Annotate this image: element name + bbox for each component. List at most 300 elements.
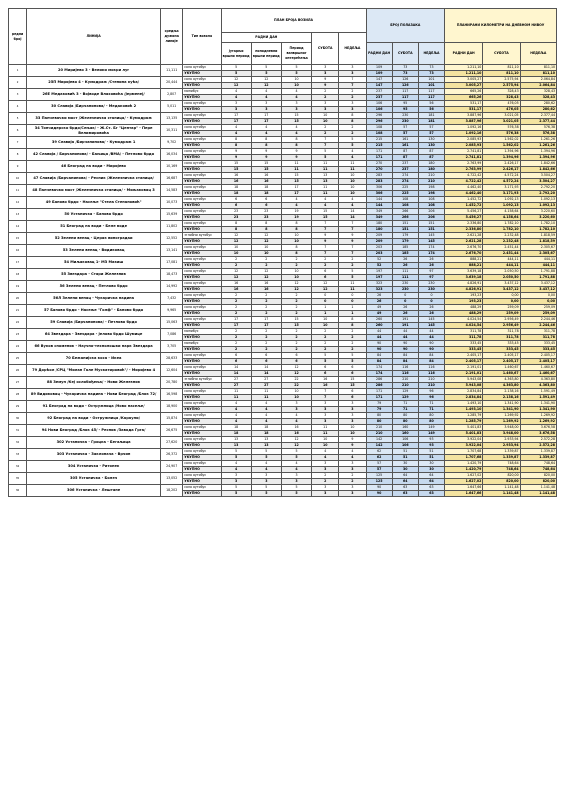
km-saturday: 2.138,16 <box>483 395 520 401</box>
plan-sunday: 8 <box>339 317 366 323</box>
plan-peak-afternoon: 16 <box>251 179 281 185</box>
plan-offpeak: 9 <box>281 149 311 155</box>
plan-peak-afternoon: 11 <box>251 389 281 395</box>
km-workday: 1.211,10 <box>445 65 483 71</box>
departures-saturday: 95 <box>392 107 418 113</box>
km-workday: 2.191,01 <box>445 365 483 371</box>
vehicle-type: соло аутобус <box>183 149 221 155</box>
plan-peak-morning: 16 <box>221 179 251 185</box>
km-saturday: 2.232,48 <box>483 239 520 245</box>
departures-sunday: 44 <box>418 329 444 335</box>
line-length: 3,705 <box>161 341 183 353</box>
departures-saturday: 95 <box>392 101 418 107</box>
departures-workday: 80 <box>366 419 392 425</box>
km-workday: 2.085,93 <box>445 143 483 149</box>
vehicle-type: УКУПНО <box>183 167 221 173</box>
km-saturday: 1.562,02 <box>483 137 520 143</box>
plan-saturday: 11 <box>312 167 339 173</box>
line-length: 7,086 <box>161 329 183 341</box>
departures-workday: 197 <box>366 275 392 281</box>
vehicle-plan-table <box>8 8 557 497</box>
plan-peak-morning: 13 <box>221 443 251 449</box>
departures-workday: 109 <box>366 65 392 71</box>
line-name: 56Л Зелени венац - Чукаричка падина <box>27 293 161 305</box>
km-saturday: 3.948,00 <box>483 425 520 431</box>
plan-saturday: 7 <box>312 137 339 143</box>
km-sunday: 3.504,27 <box>520 179 556 185</box>
plan-peak-afternoon: 2 <box>251 329 281 335</box>
km-workday: 888,21 <box>445 257 483 263</box>
plan-sunday: 4 <box>339 203 366 209</box>
line-length: 12,604 <box>161 365 183 377</box>
departures-saturday: 73 <box>392 65 418 71</box>
plan-peak-morning: 2 <box>221 335 251 341</box>
departures-saturday: 57 <box>392 131 418 137</box>
departures-sunday: 64 <box>418 473 444 479</box>
km-workday: 2.741,81 <box>445 155 483 161</box>
departures-saturday: 26 <box>392 305 418 311</box>
plan-peak-morning: 17 <box>221 317 251 323</box>
departures-sunday: 87 <box>418 149 444 155</box>
vehicle-type: УКУПНО <box>183 311 221 317</box>
vehicle-type: УКУПНО <box>183 479 221 485</box>
km-saturday: 1.460,67 <box>483 365 520 371</box>
departures-saturday: 71 <box>392 407 418 413</box>
peak-morning-header: јутарњи вршни период <box>221 43 251 65</box>
plan-peak-afternoon: 16 <box>251 287 281 293</box>
plan-saturday: 3 <box>312 485 339 491</box>
km-sunday: 3.676,58 <box>520 425 556 431</box>
departures-saturday: 108 <box>392 203 418 209</box>
vehicle-type: соло аутобус <box>183 221 221 227</box>
row-number: 13 <box>9 209 27 221</box>
km-workday: 2.834,84 <box>445 395 483 401</box>
km-sunday: 1.092,13 <box>520 197 556 203</box>
departures-workday: 283 <box>366 179 392 185</box>
plan-sunday: 5 <box>339 275 366 281</box>
vehicle-type: УКУПНО <box>183 215 221 221</box>
plan-saturday: 11 <box>312 161 339 167</box>
departures-saturday: 30 <box>392 467 418 473</box>
plan-peak-morning: 2 <box>221 341 251 347</box>
col-length-header: средња дужина линије <box>161 9 183 65</box>
plan-peak-afternoon: 17 <box>251 317 281 323</box>
departures-saturday: 151 <box>392 221 418 227</box>
km-sunday: 1.842,66 <box>520 161 556 167</box>
plan-offpeak: 2 <box>281 305 311 311</box>
plan-peak-afternoon: 15 <box>251 161 281 167</box>
plan-peak-morning: 27 <box>221 383 251 389</box>
line-length: 7,432 <box>161 293 183 305</box>
row-number: 26 <box>9 365 27 377</box>
km-workday: 2.336,80 <box>445 221 483 227</box>
plan-saturday: 3 <box>312 107 339 113</box>
departures-saturday: 179 <box>392 239 418 245</box>
plan-peak-afternoon: 15 <box>251 167 281 173</box>
line-name: 48 Панчевачки мост /Железничка станица/ - Миљаковац 3 <box>27 185 161 197</box>
plan-peak-afternoon: 6 <box>251 353 281 359</box>
km-sunday: 1.394,96 <box>520 155 556 161</box>
plan-sunday: 6 <box>339 371 366 377</box>
km-workday: 1.627,02 <box>445 479 483 485</box>
col-line-header: ЛИНИЈА <box>27 9 161 65</box>
line-length: 17,081 <box>161 257 183 269</box>
plan-offpeak: 12 <box>281 371 311 377</box>
km-sunday: 311,78 <box>520 335 556 341</box>
plan-sunday: 7 <box>339 83 366 89</box>
departures-sunday: 44 <box>418 335 444 341</box>
plan-sunday: 2 <box>339 131 366 137</box>
plan-peak-afternoon: 17 <box>251 119 281 125</box>
plan-sunday: 11 <box>339 161 366 167</box>
line-length: 18,473 <box>161 269 183 281</box>
row-number: 27 <box>9 377 27 389</box>
line-length: 15,874 <box>161 413 183 425</box>
offpeak-header: Период ванвршног оптерећења <box>281 43 311 65</box>
plan-sunday: 15 <box>339 383 366 389</box>
plan-peak-morning: 9 <box>221 149 251 155</box>
km-saturday: 1.782,10 <box>483 221 520 227</box>
plan-peak-afternoon: 9 <box>251 149 281 155</box>
km-saturday: 2.956,49 <box>483 323 520 329</box>
departures-workday: 215 <box>366 143 392 149</box>
departures-saturday: 73 <box>392 71 418 77</box>
plan-sunday: 2 <box>339 479 366 485</box>
departures-sunday: 210 <box>418 179 444 185</box>
departures-sunday: 198 <box>418 185 444 191</box>
km-saturday-header: СУБОТА <box>483 43 520 65</box>
plan-sunday: 9 <box>339 443 366 449</box>
plan-peak-morning: 18 <box>221 191 251 197</box>
vehicle-type: соло аутобус <box>183 437 221 443</box>
plan-peak-afternoon: 3 <box>251 473 281 479</box>
plan-offpeak: 4 <box>281 89 311 95</box>
km-saturday: 1.092,13 <box>483 197 520 203</box>
line-length: 18,202 <box>161 485 183 497</box>
vehicle-type: минибус <box>183 341 221 347</box>
km-saturday: 2.050,50 <box>483 275 520 281</box>
plan-sunday: 11 <box>339 281 366 287</box>
plan-sunday: 7 <box>339 245 366 251</box>
plan-peak-afternoon: 17 <box>251 323 281 329</box>
departures-sunday: 56 <box>418 101 444 107</box>
plan-saturday: 2 <box>312 131 339 137</box>
plan-saturday: 2 <box>312 335 339 341</box>
plan-saturday: 7 <box>312 245 339 251</box>
line-length: 14,992 <box>161 281 183 293</box>
plan-offpeak: 6 <box>281 353 311 359</box>
plan-offpeak: 4 <box>281 125 311 131</box>
vehicle-type: УКУПНО <box>183 371 221 377</box>
departures-sunday: 26 <box>418 257 444 263</box>
km-workday: 1.707,68 <box>445 449 483 455</box>
row-number: 9 <box>9 161 27 173</box>
plan-sunday: 3 <box>339 401 366 407</box>
km-sunday: 3.504,27 <box>520 173 556 179</box>
plan-peak-afternoon: 12 <box>251 233 281 239</box>
vehicle-plan-group-header: ПЛАН БРОЈА ВОЗИЛА <box>221 9 366 33</box>
row-number: 2 <box>9 77 27 89</box>
vehicle-type: минибус <box>183 89 221 95</box>
plan-sunday: 11 <box>339 287 366 293</box>
plan-offpeak: 16 <box>281 431 311 437</box>
plan-sunday: 3 <box>339 71 366 77</box>
plan-peak-morning: 8 <box>221 137 251 143</box>
departures-sunday: 151 <box>418 227 444 233</box>
plan-peak-afternoon: 2 <box>251 305 281 311</box>
plan-saturday: 3 <box>312 413 339 419</box>
line-length: 26,372 <box>161 449 183 461</box>
departures-workday: 52 <box>366 257 392 263</box>
km-sunday: 1.341,90 <box>520 401 556 407</box>
line-length: 26,675 <box>161 425 183 437</box>
vehicle-type: соло аутобус <box>183 257 221 263</box>
line-name: 42 Славија / Бирчанинова/ - Бањица /ВМА/ - Петлово брдо <box>27 149 161 161</box>
plan-peak-afternoon: 27 <box>251 383 281 389</box>
plan-sunday: 2 <box>339 335 366 341</box>
plan-sunday: 2 <box>339 329 366 335</box>
plan-saturday: 2 <box>312 125 339 131</box>
plan-peak-morning: 4 <box>221 89 251 95</box>
plan-saturday: 5 <box>312 353 339 359</box>
plan-peak-afternoon: 12 <box>251 275 281 281</box>
plan-saturday: 3 <box>312 401 339 407</box>
plan-peak-morning: 14 <box>221 371 251 377</box>
row-number: 12 <box>9 197 27 209</box>
plan-saturday: 3 <box>312 101 339 107</box>
km-workday: 4.722,42 <box>445 173 483 179</box>
departures-workday: 26 <box>366 299 392 305</box>
departures-saturday: 129 <box>392 395 418 401</box>
km-saturday: 2.933,94 <box>483 437 520 443</box>
line-length: 20,780 <box>161 377 183 389</box>
plan-offpeak: 10 <box>281 239 311 245</box>
plan-sunday: 3 <box>339 407 366 413</box>
departures-saturday: 117 <box>392 89 418 95</box>
departures-saturday: 80 <box>392 413 418 419</box>
plan-offpeak: 17 <box>281 191 311 197</box>
km-sunday: 2.405,17 <box>520 353 556 359</box>
km-saturday: 3.437,12 <box>483 287 520 293</box>
plan-peak-afternoon: 11 <box>251 395 281 401</box>
departures-saturday: 90 <box>392 341 418 347</box>
km-workday: 2.834,84 <box>445 389 483 395</box>
plan-offpeak: 15 <box>281 119 311 125</box>
km-workday: 5.456,27 <box>445 209 483 215</box>
departures-saturday: 191 <box>392 323 418 329</box>
saturday-header: СУБОТА <box>312 33 339 65</box>
plan-sunday: 14 <box>339 215 366 221</box>
km-saturday: 4.572,24 <box>483 179 520 185</box>
plan-offpeak: 10 <box>281 395 311 401</box>
plan-sunday: 3 <box>339 413 366 419</box>
departures-sunday: 96 <box>418 389 444 395</box>
departures-sunday: 0 <box>418 299 444 305</box>
km-workday: 1.707,68 <box>445 455 483 461</box>
km-workday: 2.085,93 <box>445 137 483 143</box>
vehicle-type: минибус <box>183 329 221 335</box>
row-number: 14 <box>9 221 27 233</box>
km-saturday: 1.269,92 <box>483 413 520 419</box>
km-workday: 2.405,17 <box>445 353 483 359</box>
vehicle-type: УКУПНО <box>183 275 221 281</box>
km-saturday: 820,00 <box>483 479 520 485</box>
departures-workday: 90 <box>366 347 392 353</box>
km-saturday: 811,10 <box>483 65 520 71</box>
plan-saturday: 16 <box>312 377 339 383</box>
departures-sunday: 51 <box>418 455 444 461</box>
plan-sunday: 3 <box>339 101 366 107</box>
vehicle-type: УКУПНО <box>183 443 221 449</box>
departures-workday: 79 <box>366 407 392 413</box>
km-saturday: 1.562,02 <box>483 143 520 149</box>
vehicle-type: соло аутобус <box>183 353 221 359</box>
km-saturday: 2.956,49 <box>483 317 520 323</box>
plan-peak-afternoon: 5 <box>251 65 281 71</box>
km-sunday: 259,09 <box>520 305 556 311</box>
plan-peak-morning: 8 <box>221 143 251 149</box>
plan-offpeak: 4 <box>281 197 311 203</box>
plan-offpeak: 11 <box>281 161 311 167</box>
plan-peak-morning: 12 <box>221 269 251 275</box>
km-sunday: 576,38 <box>520 131 556 137</box>
km-workday: 4.826,91 <box>445 281 483 287</box>
departures-sunday: 101 <box>418 77 444 83</box>
plan-saturday: 13 <box>312 179 339 185</box>
plan-peak-afternoon: 2 <box>251 311 281 317</box>
vehicle-type: соло аутобус <box>183 461 221 467</box>
departures-saturday: 63 <box>392 485 418 491</box>
plan-sunday: 5 <box>339 353 366 359</box>
km-sunday: 2.244,46 <box>520 317 556 323</box>
departures-workday: 209 <box>366 233 392 239</box>
plan-sunday: 3 <box>339 491 366 497</box>
table-body <box>9 65 557 497</box>
departures-sunday: 63 <box>418 491 444 497</box>
plan-saturday: 6 <box>312 275 339 281</box>
plan-peak-morning: 2 <box>221 257 251 263</box>
departures-sunday: 26 <box>418 305 444 311</box>
plan-peak-afternoon: 8 <box>251 221 281 227</box>
plan-saturday: 6 <box>312 365 339 371</box>
km-workday: 5.401,83 <box>445 431 483 437</box>
vehicle-type: зглобни аутобус <box>183 233 221 239</box>
plan-saturday: 2 <box>312 341 339 347</box>
km-saturday: 3.171,93 <box>483 191 520 197</box>
km-sunday: 1.339,87 <box>520 449 556 455</box>
km-sunday: 576,38 <box>520 125 556 131</box>
line-length: 13,135 <box>161 113 183 125</box>
plan-peak-afternoon: 2 <box>251 347 281 353</box>
km-saturday: 476,05 <box>483 101 520 107</box>
line-name: 55 Звездара - Стари Железник <box>27 269 161 281</box>
row-number: 30 <box>9 413 27 425</box>
departures-sunday: 206 <box>418 209 444 215</box>
line-name: 47 Славија /Бирчанинова/ - Ресник /Железничка станица/ <box>27 173 161 185</box>
departures-saturday: 106 <box>392 443 418 449</box>
departures-workday: 142 <box>366 443 392 449</box>
plan-offpeak: 3 <box>281 407 311 413</box>
plan-sunday: 5 <box>339 137 366 143</box>
plan-peak-afternoon: 18 <box>251 431 281 437</box>
km-workday: 3.639,18 <box>445 275 483 281</box>
line-length: 11,802 <box>161 221 183 233</box>
departures-saturday: 129 <box>392 389 418 395</box>
plan-offpeak: 10 <box>281 83 311 89</box>
row-number: 18 <box>9 269 27 281</box>
plan-offpeak: 4 <box>281 131 311 137</box>
departures-sunday: 84 <box>418 353 444 359</box>
peak-afternoon-header: поподневни вршни период <box>251 43 281 65</box>
plan-peak-afternoon: 4 <box>251 89 281 95</box>
line-name: 51 Београд на води - Беле воде <box>27 221 161 233</box>
plan-peak-afternoon: 18 <box>251 425 281 431</box>
vehicle-type: соло аутобус <box>183 281 221 287</box>
plan-offpeak: 2 <box>281 347 311 353</box>
km-workday: 193,23 <box>445 299 483 305</box>
departures-workday: 26 <box>366 293 392 299</box>
km-sunday: 2.572,28 <box>520 437 556 443</box>
line-length: 9,965 <box>161 305 183 317</box>
plan-offpeak: 2 <box>281 341 311 347</box>
plan-saturday: 9 <box>312 239 339 245</box>
departures-saturday: 71 <box>392 401 418 407</box>
line-name: 64 Звездара - Звездара - Јелово брдо Шумице <box>27 329 161 341</box>
km-sunday: 1.339,87 <box>520 455 556 461</box>
plan-peak-morning: 3 <box>221 473 251 479</box>
line-name: 53 Зелени венац - Видиковац <box>27 245 161 257</box>
line-length: 24,907 <box>161 461 183 473</box>
km-sunday: 2.305,67 <box>520 245 556 251</box>
km-workday: 1.493,10 <box>445 401 483 407</box>
plan-sunday: 10 <box>339 191 366 197</box>
plan-peak-morning: 2 <box>221 329 251 335</box>
plan-peak-afternoon: 13 <box>251 443 281 449</box>
plan-sunday: 5 <box>339 269 366 275</box>
plan-peak-afternoon: 27 <box>251 377 281 383</box>
plan-peak-afternoon: 23 <box>251 215 281 221</box>
departures-sunday: 145 <box>418 323 444 329</box>
vehicle-type: соло аутобус <box>183 413 221 419</box>
departures-workday: 180 <box>366 221 392 227</box>
row-number: 21 <box>9 305 27 317</box>
line-length: 15,639 <box>161 209 183 221</box>
plan-peak-morning: 3 <box>221 107 251 113</box>
km-workday: 5.456,27 <box>445 215 483 221</box>
departures-saturday: 191 <box>392 317 418 323</box>
plan-saturday: 5 <box>312 149 339 155</box>
km-workday: 333,45 <box>445 341 483 347</box>
plan-saturday: 2 <box>312 95 339 101</box>
plan-peak-morning: 5 <box>221 71 251 77</box>
vehicle-type: УКУПНО <box>183 407 221 413</box>
plan-offpeak: 2 <box>281 335 311 341</box>
departures-sunday: 56 <box>418 107 444 113</box>
km-sunday: 444,11 <box>520 263 556 269</box>
departures-workday: 109 <box>366 71 392 77</box>
km-workday: 3.887,96 <box>445 119 483 125</box>
km-saturday: 2.426,17 <box>483 167 520 173</box>
km-workday: 2.621,28 <box>445 233 483 239</box>
row-number: 28 <box>9 389 27 401</box>
row-number: 7 <box>9 137 27 149</box>
line-name: 306 Устаничка - Лештане <box>27 485 161 497</box>
km-sunday: 811,10 <box>520 71 556 77</box>
km-saturday: 1.394,96 <box>483 155 520 161</box>
plan-saturday: 10 <box>312 323 339 329</box>
plan-sunday: 4 <box>339 449 366 455</box>
km-sunday: 811,10 <box>520 65 556 71</box>
